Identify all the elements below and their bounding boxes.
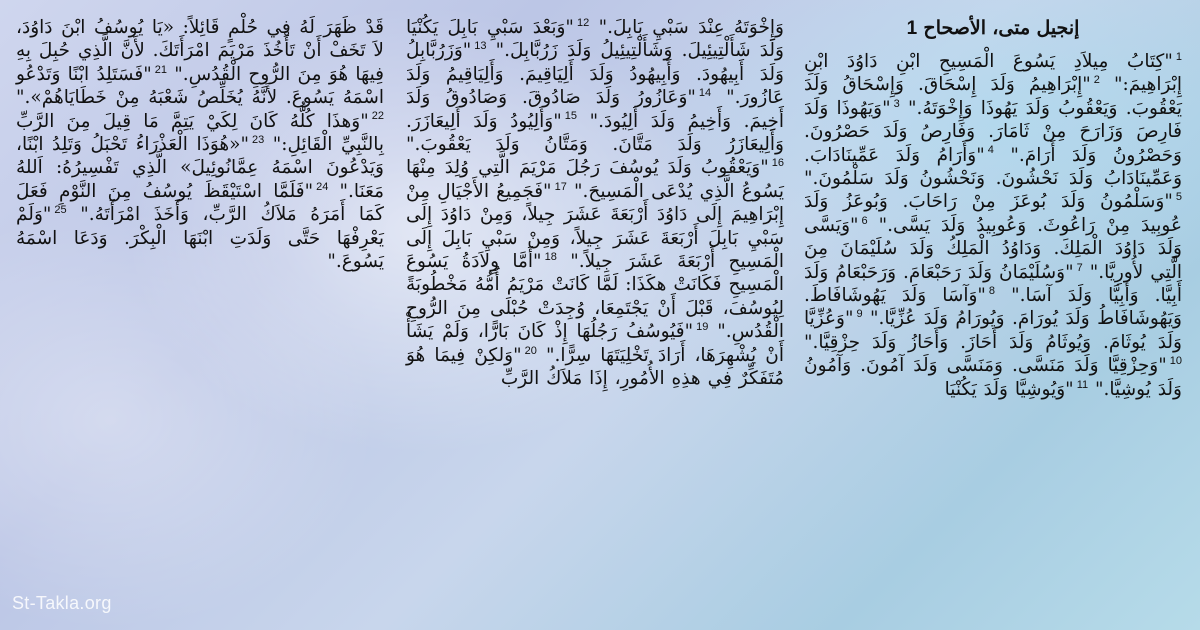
column-left xyxy=(16,16,384,273)
verse-number: 17 xyxy=(554,180,567,193)
verse-number: 1 xyxy=(1175,50,1182,63)
verse-number: 21 xyxy=(154,63,167,76)
verse-text: "وَسُلَيْمَانُ وَلَدَ رَحَبْعَامَ. وَرَحَبْعَامُ وَلَدَ أَبِيَّا. وَأَبِيَّا وَلَدَ آسَا." xyxy=(804,261,1182,307)
verse xyxy=(945,379,1089,400)
verse-text: "فَيُوسُفُ رَجُلُهَا إِذْ كَانَ بَارًّا، وَلَمْ يَشَأْ أَنْ يُشْهِرَهَا، أَرَادَ تَخْلِيَتَهَا سِرًّا." xyxy=(406,321,785,366)
verse-text: "وَيَسَّى وَلَدَ دَاوُدَ الْمَلِكَ. وَدَاوُدُ الْمَلِكُ وَلَدَ سُلَيْمَانَ مِنَ الَّتِي لأُورِيَّا." xyxy=(804,214,1182,283)
column-left-text xyxy=(16,16,384,273)
verse-text: "وَعُزِّيَّا وَلَدَ يُوثَامَ. وَيُوثَامُ وَلَدَ أَحَازَ. وَأَحَازُ وَلَدَ حِزْقِيَّا." xyxy=(804,308,1182,353)
verse-number: 8 xyxy=(988,284,996,297)
verse-text: "وَعَازُورُ وَلَدَ صَادُوقَ. وَصَادُوقُ وَلَدَ أَخِيمَ. وَأَخِيمُ وَلَدَ أَلِيُودَ." xyxy=(406,87,784,132)
verse-text: "كِتَابُ مِيلاَدِ يَسُوعَ الْمَسِيحِ ابْنِ دَاوُدَ ابْنِ إِبْرَاهِيمَ:" xyxy=(804,51,1182,96)
verse-number: 11 xyxy=(1076,378,1089,391)
verse-text: "وَبَعْدَ سَبْيِ بَابِلَ يَكُنْيَا وَلَدَ شَأَلْتِيئِيلَ. وَشَأَلْتِيئِيلُ وَلَدَ زَرُبَّابِلَ." xyxy=(406,17,784,62)
verse-number: 16 xyxy=(771,157,784,170)
verse-number: 7 xyxy=(1076,261,1083,274)
verse-text: "إِبْرَاهِيمُ وَلَدَ إِسْحَاقَ. وَإِسْحَاقُ وَلَدَ يَعْقُوبَ. وَيَعْقُوبُ وَلَدَ يَهُوذَا وَإِخْوَتَهُ." xyxy=(804,74,1182,119)
column-right-text xyxy=(804,50,1182,401)
verse-number: 14 xyxy=(698,87,712,100)
verse-text: "وَيَهُوذَا وَلَدَ فَارِصَ وَزَارَحَ مِنْ ثَامَارَ. وَفَارِصُ وَلَدَ حَصْرُونَ. وَحَصْرُونُ وَلَدَ أَرَامَ." xyxy=(804,97,1182,166)
page-title: إنجيل متى، الأصحاح 1 xyxy=(906,18,1080,39)
verse-number: 9 xyxy=(856,308,863,321)
verse-number: 25 xyxy=(54,204,67,217)
verse-text: "وَلكِنْ فِيمَا هُوَ مُتَفَكِّرٌ فِي هذِهِ الأُمُورِ، إِذَا مَلاَكُ الرَّبِّ xyxy=(406,344,784,390)
verse-text: "«هُوَذَا الْعَذْرَاءُ تَحْبَلُ وَتَلِدُ ابْنًا، وَيَدْعُونَ اسْمَهُ عِمَّانُوئِيلَ» الَّذِي تَفْسِيرُهُ: اَللهُ مَعَنَا." xyxy=(16,134,384,202)
verse xyxy=(599,17,784,38)
column-middle-text xyxy=(406,16,784,391)
verse-number: 20 xyxy=(524,344,537,357)
verse-text: "وَزَرُبَّابِلُ وَلَدَ أَبِيهُودَ. وَأَبِيهُودُ وَلَدَ أَلِيَاقِيمَ. وَأَلِيَاقِيمُ وَلَدَ عَازُورَ." xyxy=(406,40,784,109)
verse-number: 10 xyxy=(1169,355,1182,368)
verse-text: "فَسَتَلِدُ ابْنًا وَتَدْعُو اسْمَهُ يَسُوعَ. لأَنَّهُ يُخَلِّصُ شَعْبَهُ مِنْ خَطَايَاهُمْ»." xyxy=(16,63,384,109)
verse-text: "وَيَعْقُوبُ وَلَدَ يُوسُفَ رَجُلَ مَرْيَمَ الَّتِي وُلِدَ مِنْهَا يَسُوعُ الَّذِي يُدْعَى الْمَسِيحَ." xyxy=(406,157,784,202)
verse-number: 13 xyxy=(474,40,487,53)
verse-number: 22 xyxy=(371,110,384,123)
verse-text: "أَمَّا وِلاَدَةُ يَسُوعَ الْمَسِيحِ فَكَانَتْ هكَذَا: لَمَّا كَانَتْ مَرْيَمُ أُمُّهُ مَخْطُوبَةً لِيُوسُفَ، قَبْلَ أَنْ يَجْتَمِعَا، وُجِدَتْ حُبْلَى مِنَ الرُّوحِ الْقُدُسِ." xyxy=(406,251,785,343)
column-middle xyxy=(406,16,784,391)
verse-text: "وَحِزْقِيَّا وَلَدَ مَنَسَّى. وَمَنَسَّى وَلَدَ آمُونَ. وَآمُونُ وَلَدَ يُوشِيَّا." xyxy=(804,355,1182,400)
verse-number: 15 xyxy=(564,110,577,123)
verse-number: 24 xyxy=(316,180,329,193)
verse-number: 3 xyxy=(893,97,900,110)
verse-number: 18 xyxy=(544,250,557,263)
verse-text: قَدْ ظَهَرَ لَهُ فِي حُلْمٍ قَائِلاً: «يَا يُوسُفُ ابْنَ دَاوُدَ، لاَ تَخَفْ أَنْ تَأْخُذَ مَرْيَمَ امْرَأَتَكَ. لأَنَّ الَّذِي حُبِلَ بِهِ فِيهَا هُوَ مِنَ الرُّوحِ الْقُدُسِ." xyxy=(16,17,385,85)
verse-number: 12 xyxy=(576,16,590,29)
verse-number: 4 xyxy=(987,144,994,157)
watermark: St-Takla.org xyxy=(12,593,112,613)
verse-text: "وَلَمْ يَعْرِفْهَا حَتَّى وَلَدَتِ ابْنَهَا الْبِكْرَ. وَدَعَا اسْمَهُ يَسُوعَ." xyxy=(16,204,384,273)
verse-number: 23 xyxy=(251,133,265,146)
verse-text: "وَهذَا كُلُّهُ كَانَ لِكَيْ يَتِمَّ مَا قِيلَ مِنَ الرَّبِّ بِالنَّبِيِّ الْقَائِلِ:" xyxy=(16,110,384,156)
verse-text: "فَجَمِيعُ الأَجْيَالِ مِنْ إِبْرَاهِيمَ إِلَى دَاوُدَ أَرْبَعَةَ عَشَرَ جِيلاً، وَمِنْ دَاوُدَ إِلَى سَبْيِ بَابِلَ أَرْبَعَةَ عَشَرَ جِيلاً، وَمِنْ سَبْيِ بَابِلَ إِلَى الْمَسِيحِ أَرْبَعَةَ عَشَرَ جِيلاً." xyxy=(406,180,785,273)
verse-number: 6 xyxy=(861,214,868,227)
verse-text: وَإِخْوَتَهُ عِنْدَ سَبْيِ بَابِلَ." xyxy=(598,17,784,38)
column-right xyxy=(804,16,1182,401)
verse-number: 19 xyxy=(696,321,709,334)
verse-number: 5 xyxy=(1175,191,1182,204)
verse-number: 2 xyxy=(1093,74,1100,87)
verse xyxy=(16,181,384,225)
verse-text: "وَأَرَامُ وَلَدَ عَمِّينَادَابَ. وَعَمِّينَادَابُ وَلَدَ نَحْشُونَ. وَنَحْشُونُ وَلَدَ سَلْمُونَ." xyxy=(804,144,1182,190)
verse-text: "وَيُوشِيَّا وَلَدَ يَكُنْيَا xyxy=(944,378,1074,400)
verse-text: "وَآسَا وَلَدَ يَهُوشَافَاطَ. وَيَهُوشَافَاطُ وَلَدَ يُورَامَ. وَيُورَامُ وَلَدَ عُزِّيَّا." xyxy=(804,285,1182,330)
verse-text: "وَسَلْمُونُ وَلَدَ بُوعَزَ مِنْ رَاحَابَ. وَبُوعَزُ وَلَدَ عُوبِيدَ مِنْ رَاعُوثَ. وَعُوبِيدُ وَلَدَ يَسَّى." xyxy=(804,191,1182,236)
verse-text: "وَأَلِيُودُ وَلَدَ أَلِيعَازَرَ. وَأَلِيعَازَرُ وَلَدَ مَتَّانَ. وَمَتَّانُ وَلَدَ يَعْقُوبَ." xyxy=(406,110,784,156)
verse-text: "فَلَمَّا اسْتَيْقَظَ يُوسُفُ مِنَ النَّوْمِ فَعَلَ كَمَا أَمَرَهُ مَلاَكُ الرَّبِّ، وَأَخَذَ امْرَأَتَهُ." xyxy=(16,180,384,226)
